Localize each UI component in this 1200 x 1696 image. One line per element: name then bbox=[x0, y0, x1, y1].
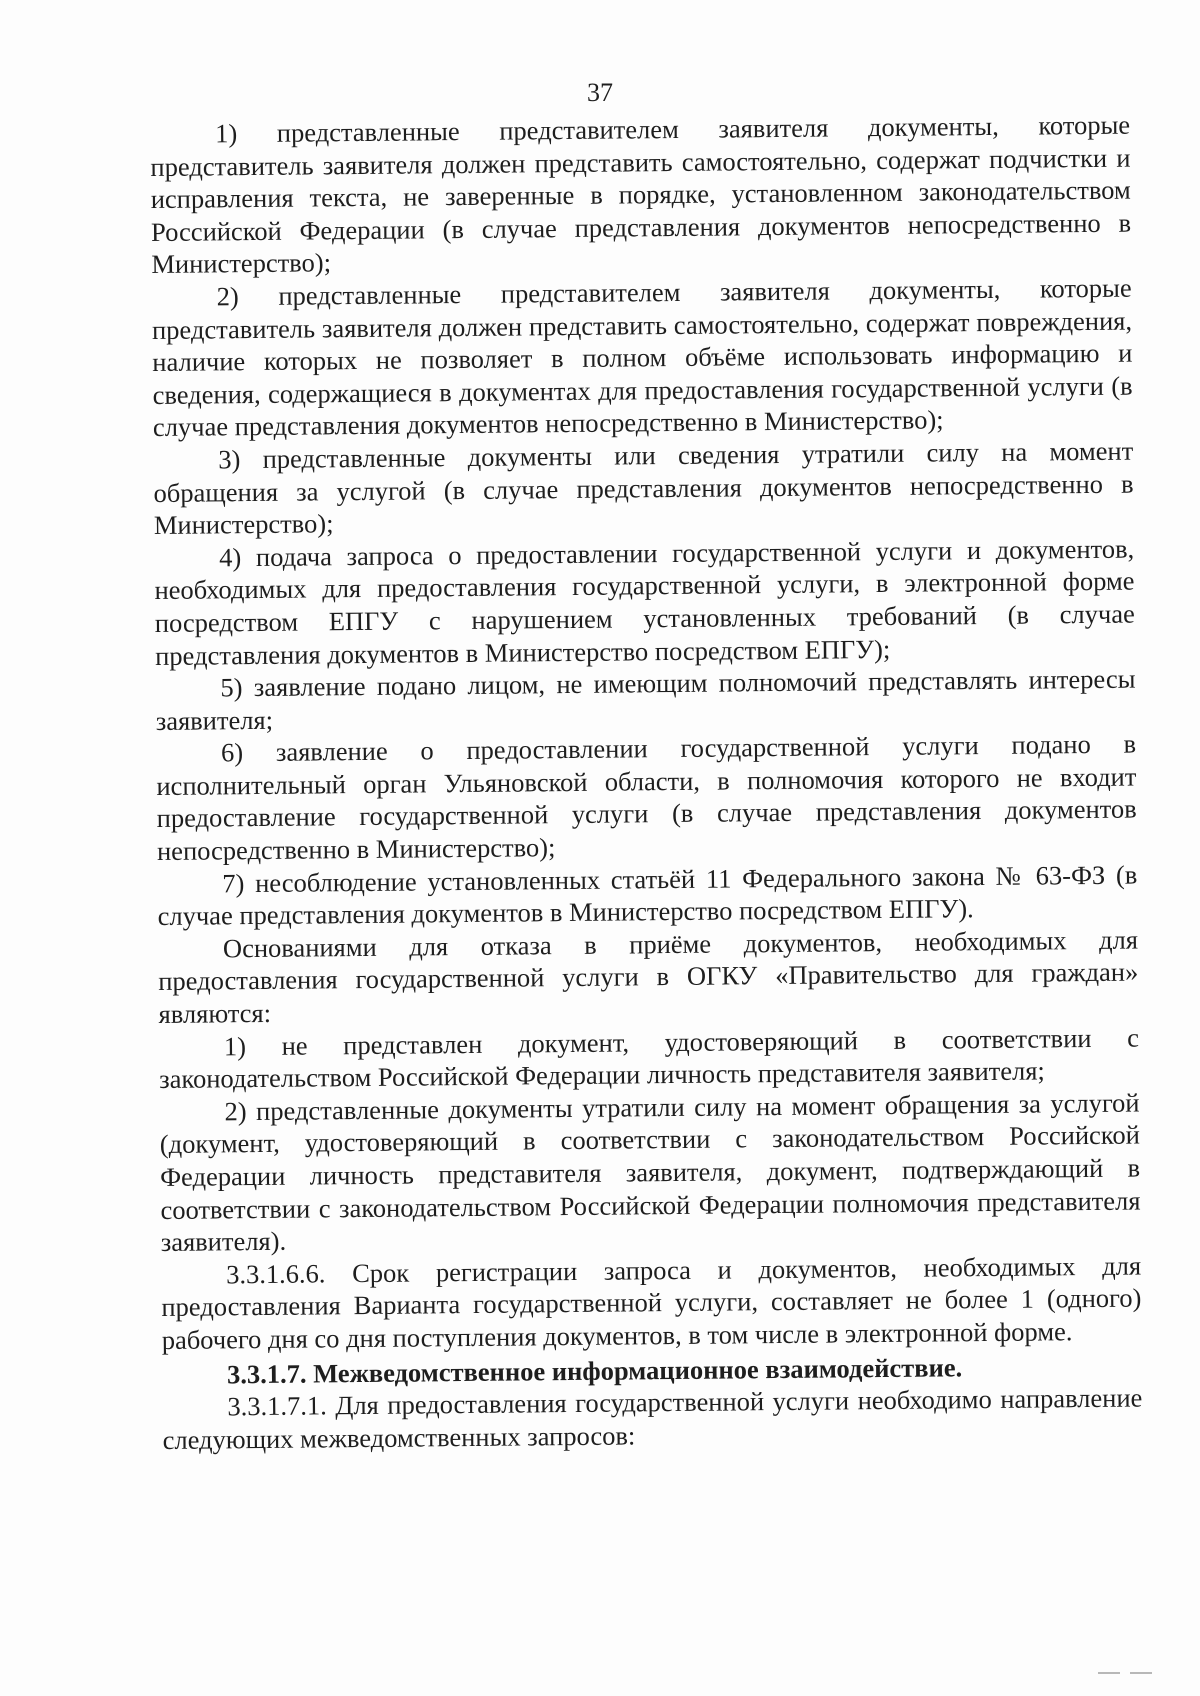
paragraph-refusal-item-1: 1) не представлен документ, удостоверяющий в соответствии с законодательством Российской Федерации личность представителя заявителя; bbox=[159, 1022, 1140, 1095]
document-body bbox=[150, 109, 1143, 1457]
paragraph-item-6: 6) заявление о предоставлении государственной услуги подано в исполнительный орган Ульяновской области, в полномочия которого не входит предоставление государственной услуги (в случае представления документов непосредственно в Министерство); bbox=[156, 728, 1137, 867]
paragraph-item-7: 7) несоблюдение установленных статьёй 11 Федерального закона № 63-ФЗ (в случае представления документов в Министерство посредством ЕПГУ). bbox=[157, 859, 1138, 932]
section-heading: 3.3.1.7. Межведомственное информационное взаимодействие. bbox=[226, 1351, 963, 1389]
paragraph-refusal-grounds: Основаниями для отказа в приёме документов, необходимых для предоставления государственной услуги в ОГКУ «Правительство для граждан» являются: bbox=[158, 924, 1139, 1029]
paragraph-item-2: 2) представленные представителем заявителя документы, которые представитель заявителя должен представить самостоятельно, содержат повреждения, наличие которых не позволяет в полном объёме использовать информацию и сведения, содержащиеся в документах для предоставления государственной услуги (в случае представления документов непосредственно в Министерство); bbox=[151, 272, 1133, 443]
paragraph-item-4: 4) подача запроса о предоставлении государственной услуги и документов, необходимых для предоставления государственной услуги, в электронной форме посредством ЕПГУ с нарушением установленных требований (в случае представления документов в Министерство посредством ЕПГУ); bbox=[154, 533, 1135, 671]
paragraph-interagency-requests: 3.3.1.7.1. Для предоставления государственной услуги необходимо направление следующих межведомственных запросов: bbox=[162, 1382, 1143, 1455]
paragraph-registration-term: 3.3.1.6.6. Срок регистрации запроса и документов, необходимых для предоставления Варианта государственной услуги, составляет не более 1 (одного) рабочего дня со дня поступления документов, в том числе в электронной форме. bbox=[161, 1250, 1142, 1355]
scan-artifact bbox=[1098, 1672, 1120, 1674]
scan-artifact bbox=[1130, 1672, 1152, 1674]
paragraph-refusal-item-2: 2) представленные документы утратили силу на момент обращения за услугой (документ, удостоверяющий в соответствии с законодательством Российской Федерации личность представителя заявителя, документ, подтверждающий в соответствии с законодательством Российской Федерации полномочия представителя заявителя). bbox=[159, 1087, 1141, 1258]
paragraph-item-1: 1) представленные представителем заявителя документы, которые представитель заявителя должен представить самостоятельно, содержат подчистки и исправления текста, не заверенные в порядке, установленном законодательством Российской Федерации (в случае представления документов непосредственно в Министерство); bbox=[150, 109, 1132, 280]
page-number: 37 bbox=[587, 78, 613, 107]
paragraph-item-5: 5) заявление подано лицом, не имеющим полномочий представлять интересы заявителя; bbox=[155, 663, 1136, 736]
paragraph-item-3: 3) представленные документы или сведения утратили силу на момент обращения за услугой (в случае представления документов непосредственно в Министерство); bbox=[153, 435, 1134, 541]
